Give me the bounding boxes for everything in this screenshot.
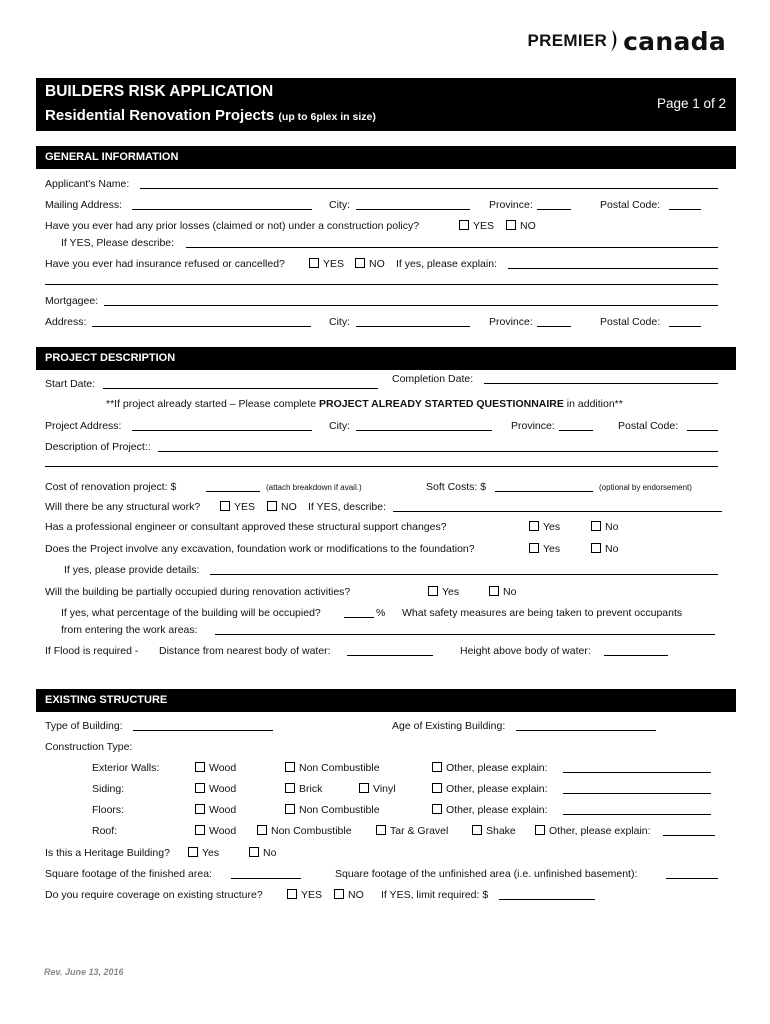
description-label: Description of Project:: xyxy=(45,441,151,453)
checkbox[interactable] xyxy=(535,825,545,835)
yes-label: YES xyxy=(234,501,256,513)
yes-label: YES xyxy=(473,220,495,232)
project-province-label: Province: xyxy=(511,420,555,432)
mortgagee-postal-field[interactable] xyxy=(669,326,701,327)
city-label: City: xyxy=(329,199,350,211)
project-postal-field[interactable] xyxy=(687,430,718,431)
section-project-description xyxy=(36,347,736,370)
yes-label: Yes xyxy=(543,543,561,555)
subtitle-text: Residential Renovation Projects xyxy=(45,107,275,124)
structural-describe-field[interactable] xyxy=(393,511,722,512)
checkbox[interactable] xyxy=(432,804,442,814)
notice-post: in addition** xyxy=(566,398,623,410)
soft-costs-label: Soft Costs: $ xyxy=(426,481,487,493)
safety-question: What safety measures are being taken to prevent occupants xyxy=(402,607,683,619)
distance-field[interactable] xyxy=(347,655,433,656)
option-label: Wood xyxy=(209,762,237,774)
subtitle-note: (up to 6plex in size) xyxy=(278,111,376,123)
soft-costs-field[interactable] xyxy=(495,491,593,492)
yes-label: Yes xyxy=(442,586,460,598)
structural-yes[interactable] xyxy=(220,501,255,513)
coverage-no[interactable] xyxy=(334,889,364,901)
unfinished-sqft-label: Square footage of the unfinished area (i.e. unfinished basement): xyxy=(335,868,638,880)
limit-required-field[interactable] xyxy=(499,899,595,900)
no-label: NO xyxy=(520,220,536,232)
type-of-building-label: Type of Building: xyxy=(45,720,123,732)
yes-label: YES xyxy=(301,889,323,901)
structural-question: Will there be any structural work? xyxy=(45,501,201,513)
logo-canada-text: canada xyxy=(623,26,726,56)
notice-pre: **If project already started – Please complete xyxy=(106,398,317,410)
siding-label: Siding: xyxy=(92,783,125,795)
revision-date: Rev. June 13, 2016 xyxy=(44,967,124,977)
project-city-field[interactable] xyxy=(356,430,492,431)
finished-sqft-field[interactable] xyxy=(231,878,301,879)
structural-describe-label: If YES, describe: xyxy=(308,501,387,513)
checkbox[interactable] xyxy=(267,501,277,511)
province-field[interactable] xyxy=(537,209,571,210)
already-started-notice xyxy=(106,398,623,410)
checkbox[interactable] xyxy=(591,521,601,531)
option-label: Wood xyxy=(209,825,237,837)
mortgagee-province-label: Province: xyxy=(489,316,533,328)
checkbox[interactable] xyxy=(334,889,344,899)
section-heading: PROJECT DESCRIPTION xyxy=(45,352,176,364)
mailing-address-label: Mailing Address: xyxy=(45,199,123,211)
refused-explain-field[interactable] xyxy=(508,268,718,269)
checkbox[interactable] xyxy=(459,220,469,230)
type-of-building-field[interactable] xyxy=(133,730,273,731)
option-label: Brick xyxy=(299,783,323,795)
no-label: NO xyxy=(369,258,385,270)
mortgagee-city-field[interactable] xyxy=(356,326,470,327)
mortgagee-field[interactable] xyxy=(104,305,718,306)
exterior-wood-option[interactable] xyxy=(195,762,236,774)
if-yes-describe-label: If YES, Please describe: xyxy=(61,237,175,249)
floors-label: Floors: xyxy=(92,804,125,816)
checkbox[interactable] xyxy=(359,783,369,793)
checkbox[interactable] xyxy=(428,586,438,596)
excavation-no[interactable] xyxy=(591,543,618,555)
checkbox[interactable] xyxy=(195,762,205,772)
refused-explain-field-2[interactable] xyxy=(45,284,718,285)
checkbox[interactable] xyxy=(195,825,205,835)
floors-noncombustible-option[interactable] xyxy=(285,804,380,816)
province-label: Province: xyxy=(489,199,533,211)
project-city-label: City: xyxy=(329,420,350,432)
checkbox[interactable] xyxy=(432,783,442,793)
occupied-question: Will the building be partially occupied during renovation activities? xyxy=(45,586,351,598)
siding-other-field[interactable] xyxy=(563,793,711,794)
option-label: Non Combustible xyxy=(299,804,380,816)
form-subtitle xyxy=(45,107,376,124)
prior-losses-yes[interactable] xyxy=(459,220,494,232)
height-label: Height above body of water: xyxy=(460,645,591,657)
mortgagee-label: Mortgagee: xyxy=(45,295,99,307)
checkbox[interactable] xyxy=(195,783,205,793)
occupied-no[interactable] xyxy=(489,586,516,598)
floors-wood-option[interactable] xyxy=(195,804,236,816)
unfinished-sqft-field[interactable] xyxy=(666,878,718,879)
percent-question: If yes, what percentage of the building will be occupied? xyxy=(61,607,321,619)
checkbox[interactable] xyxy=(188,847,198,857)
limit-required-label: If YES, limit required: $ xyxy=(381,889,489,901)
premier-canada-logo xyxy=(528,26,727,56)
mortgagee-address-label: Address: xyxy=(45,316,87,328)
checkbox[interactable] xyxy=(591,543,601,553)
siding-other-option[interactable] xyxy=(432,783,548,795)
mailing-address-field[interactable] xyxy=(132,209,312,210)
option-label: Shake xyxy=(486,825,516,837)
project-address-label: Project Address: xyxy=(45,420,122,432)
prior-losses-question: Have you ever had any prior losses (claimed or not) under a construction policy? xyxy=(45,220,420,232)
height-field[interactable] xyxy=(604,655,668,656)
checkbox[interactable] xyxy=(220,501,230,511)
checkbox[interactable] xyxy=(376,825,386,835)
option-label: Non Combustible xyxy=(271,825,352,837)
roof-label: Roof: xyxy=(92,825,118,837)
checkbox[interactable] xyxy=(432,762,442,772)
floors-other-field[interactable] xyxy=(563,814,711,815)
finished-sqft-label: Square footage of the finished area: xyxy=(45,868,212,880)
applicant-name-label: Applicant's Name: xyxy=(45,178,130,190)
no-label: No xyxy=(605,521,619,533)
checkbox[interactable] xyxy=(529,521,539,531)
checkbox[interactable] xyxy=(489,586,499,596)
roof-tar-gravel-option[interactable] xyxy=(376,825,448,837)
no-label: NO xyxy=(281,501,297,513)
checkbox[interactable] xyxy=(195,804,205,814)
exterior-walls-label: Exterior Walls: xyxy=(92,762,160,774)
form-title: BUILDERS RISK APPLICATION xyxy=(45,83,274,100)
siding-brick-option[interactable] xyxy=(285,783,322,795)
mortgagee-city-label: City: xyxy=(329,316,350,328)
excavation-question: Does the Project involve any excavation, foundation work or modifications to the foundation? xyxy=(45,543,475,555)
completion-date-field[interactable] xyxy=(484,383,718,384)
yes-label: YES xyxy=(323,258,345,270)
exterior-other-field[interactable] xyxy=(563,772,711,773)
option-label: Vinyl xyxy=(373,783,396,795)
section-existing-structure xyxy=(36,689,736,712)
flood-label: If Flood is required - xyxy=(45,645,139,657)
structural-no[interactable] xyxy=(267,501,297,513)
checkbox[interactable] xyxy=(472,825,482,835)
checkbox[interactable] xyxy=(309,258,319,268)
engineer-question: Has a professional engineer or consultant approved these structural support changes? xyxy=(45,521,447,533)
checkbox[interactable] xyxy=(257,825,267,835)
checkbox[interactable] xyxy=(249,847,259,857)
refused-yes[interactable] xyxy=(309,258,344,270)
checkbox[interactable] xyxy=(285,783,295,793)
floors-other-option[interactable] xyxy=(432,804,548,816)
refused-explain-label: If yes, please explain: xyxy=(396,258,497,270)
mortgagee-postal-label: Postal Code: xyxy=(600,316,661,328)
completion-date-label: Completion Date: xyxy=(392,373,474,385)
project-postal-label: Postal Code: xyxy=(618,420,679,432)
logo-swoosh-icon xyxy=(610,29,620,53)
engineer-no[interactable] xyxy=(591,521,618,533)
start-date-label: Start Date: xyxy=(45,378,96,390)
option-label: Wood xyxy=(209,783,237,795)
provide-details-label: If yes, please provide details: xyxy=(64,564,200,576)
yes-label: Yes xyxy=(543,521,561,533)
no-label: No xyxy=(263,847,277,859)
mortgagee-address-field[interactable] xyxy=(92,326,311,327)
checkbox[interactable] xyxy=(529,543,539,553)
section-general-information xyxy=(36,146,736,169)
title-bar xyxy=(36,78,736,131)
coverage-yes[interactable] xyxy=(287,889,322,901)
option-label: Other, please explain: xyxy=(446,804,548,816)
postal-code-label: Postal Code: xyxy=(600,199,661,211)
coverage-question: Do you require coverage on existing structure? xyxy=(45,889,263,901)
option-label: Non Combustible xyxy=(299,762,380,774)
project-province-field[interactable] xyxy=(559,430,593,431)
safety-measures-field[interactable] xyxy=(215,634,715,635)
no-label: NO xyxy=(348,889,364,901)
distance-label: Distance from nearest body of water: xyxy=(159,645,331,657)
city-field[interactable] xyxy=(356,209,470,210)
option-label: Tar & Gravel xyxy=(390,825,449,837)
exterior-other-option[interactable] xyxy=(432,762,548,774)
exterior-noncombustible-option[interactable] xyxy=(285,762,380,774)
optional-note: (optional by endorsement) xyxy=(599,483,692,492)
refused-question: Have you ever had insurance refused or cancelled? xyxy=(45,258,285,270)
checkbox[interactable] xyxy=(287,889,297,899)
prior-losses-no[interactable] xyxy=(506,220,536,232)
roof-shake-option[interactable] xyxy=(472,825,516,837)
mortgagee-province-field[interactable] xyxy=(537,326,571,327)
occupied-yes[interactable] xyxy=(428,586,459,598)
option-label: Other, please explain: xyxy=(446,762,548,774)
cost-field[interactable] xyxy=(206,491,260,492)
yes-label: Yes xyxy=(202,847,220,859)
checkbox[interactable] xyxy=(355,258,365,268)
refused-no[interactable] xyxy=(355,258,385,270)
heritage-no[interactable] xyxy=(249,847,276,859)
age-label: Age of Existing Building: xyxy=(392,720,506,732)
provide-details-field[interactable] xyxy=(210,574,718,575)
excavation-yes[interactable] xyxy=(529,543,560,555)
siding-vinyl-option[interactable] xyxy=(359,783,396,795)
no-label: No xyxy=(605,543,619,555)
construction-type-label: Construction Type: xyxy=(45,741,133,753)
age-field[interactable] xyxy=(516,730,656,731)
option-label: Other, please explain: xyxy=(446,783,548,795)
page-indicator: Page 1 of 2 xyxy=(656,96,726,111)
percent-sign: % xyxy=(376,607,386,619)
logo-premier-text: PREMIER xyxy=(527,31,608,50)
roof-other-option[interactable] xyxy=(535,825,651,837)
option-label: Other, please explain: xyxy=(549,825,651,837)
postal-code-field[interactable] xyxy=(669,209,701,210)
roof-other-field[interactable] xyxy=(663,835,715,836)
cost-label: Cost of renovation project: $ xyxy=(45,481,177,493)
roof-wood-option[interactable] xyxy=(195,825,236,837)
roof-noncombustible-option[interactable] xyxy=(257,825,352,837)
checkbox[interactable] xyxy=(285,804,295,814)
heritage-question: Is this a Heritage Building? xyxy=(45,847,170,859)
no-label: No xyxy=(503,586,517,598)
heritage-yes[interactable] xyxy=(188,847,219,859)
engineer-yes[interactable] xyxy=(529,521,560,533)
section-heading: GENERAL INFORMATION xyxy=(45,151,179,163)
questionnaire-name: PROJECT ALREADY STARTED QUESTIONNAIRE xyxy=(319,398,564,410)
attach-note: (attach breakdown if avail.) xyxy=(266,483,362,492)
checkbox[interactable] xyxy=(285,762,295,772)
prior-losses-describe-field[interactable] xyxy=(186,247,718,248)
applicant-name-field[interactable] xyxy=(140,188,718,189)
percent-field[interactable] xyxy=(344,617,374,618)
description-field-2[interactable] xyxy=(45,466,718,467)
start-date-field[interactable] xyxy=(103,388,378,389)
safety-question-cont: from entering the work areas: xyxy=(61,624,198,636)
option-label: Wood xyxy=(209,804,237,816)
siding-wood-option[interactable] xyxy=(195,783,236,795)
description-field[interactable] xyxy=(158,451,718,452)
section-heading: EXISTING STRUCTURE xyxy=(45,694,168,706)
project-address-field[interactable] xyxy=(132,430,312,431)
checkbox[interactable] xyxy=(506,220,516,230)
